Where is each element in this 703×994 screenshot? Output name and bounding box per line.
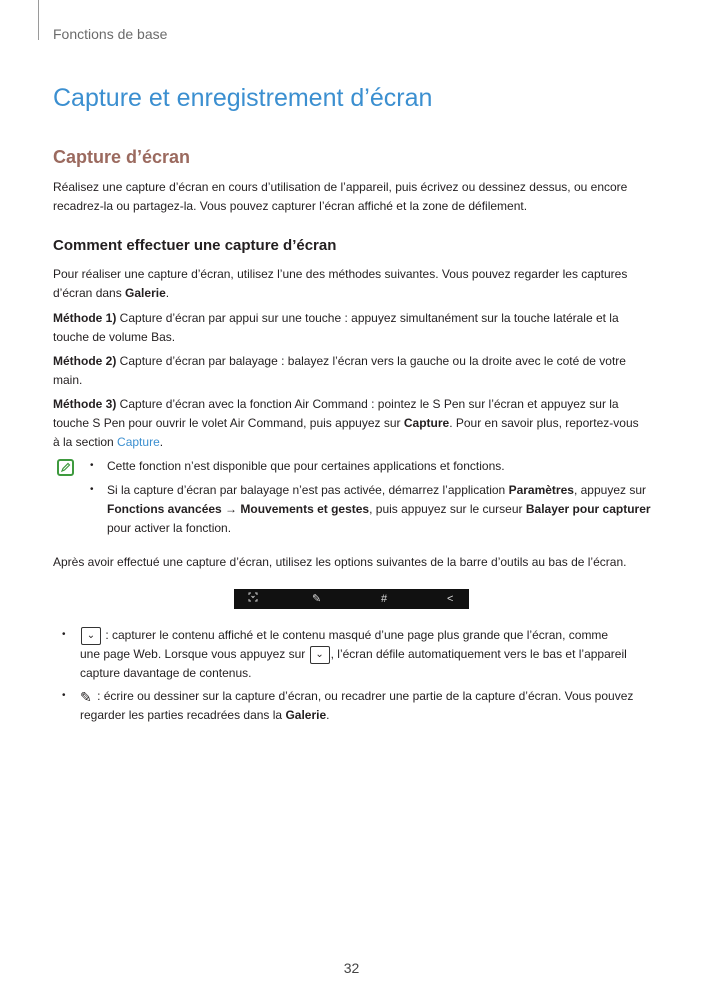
- share-icon[interactable]: <: [447, 593, 454, 605]
- intro-line-1: Réalisez une capture d’écran en cours d’utilisation de l’appareil, puis écrivez ou dessinez dessus, ou encore: [53, 180, 628, 194]
- arrow-separator: →: [221, 502, 241, 516]
- note-bullet-1: •: [90, 460, 94, 471]
- page-title: Capture et enregistrement d’écran: [53, 84, 433, 112]
- edit-icon-inline: ✎: [80, 688, 92, 705]
- note-2: [107, 481, 667, 538]
- scroll-capture-icon-inline: ⌄: [81, 627, 101, 645]
- section-header: Fonctions de base: [53, 26, 168, 42]
- galerie-label-2: Galerie: [285, 708, 327, 722]
- page-margin-rule: [38, 0, 39, 40]
- method-3-label: Méthode 3): [53, 397, 117, 411]
- option-bullet-2: •: [62, 690, 66, 701]
- note-2-text-d: pour activer la fonction.: [107, 521, 232, 535]
- note-1: Cette fonction n’est disponible que pour certaines applications et fonctions.: [107, 459, 505, 473]
- scroll-capture-icon-inline-2: ⌄: [310, 646, 330, 664]
- section-subtitle: Capture d’écran: [53, 147, 191, 167]
- edit-icon[interactable]: ✎: [312, 593, 322, 605]
- parametres-label: Paramètres: [508, 483, 574, 497]
- method-2-text: Capture d’écran par balayage : balayez l’écran vers la gauche ou la droite avec le coté de votre: [116, 354, 626, 368]
- howto-text-1: Pour réaliser une capture d’écran, utilisez l’une des méthodes suivantes. Vous pouvez regarder les captures: [53, 267, 628, 281]
- capture-link[interactable]: Capture: [117, 435, 160, 449]
- howto-paragraph: [53, 265, 651, 303]
- method-3: [53, 395, 651, 452]
- scroll-capture-icon[interactable]: [248, 592, 258, 606]
- hashtag-icon[interactable]: #: [381, 593, 388, 605]
- option-bullet-1: •: [62, 629, 66, 640]
- note-2-text-a: Si la capture d’écran par balayage n’est pas activée, démarrez l’application: [107, 483, 509, 497]
- option-1-text-a: : capturer le contenu affiché et le contenu masqué d’une page plus grande que l’écran, comme: [102, 628, 609, 642]
- method-1-label: Méthode 1): [53, 311, 117, 325]
- method-3-text-2a: touche S Pen pour ouvrir le volet Air Command, puis appuyez sur: [53, 416, 404, 430]
- mouvements-gestes-label: Mouvements et gestes: [240, 502, 370, 516]
- fonctions-avancees-label: Fonctions avancées: [107, 502, 222, 516]
- intro-paragraph: [53, 178, 651, 216]
- screenshot-toolbar: [234, 589, 469, 609]
- howto-text-2: d’écran dans: [53, 286, 126, 300]
- capture-label: Capture: [403, 416, 450, 430]
- option-2-text-b: regarder les parties recadrées dans la: [80, 708, 286, 722]
- method-3-text-2b: . Pour en savoir plus, reportez-vous: [449, 416, 639, 430]
- method-1-text-2: touche de volume Bas.: [53, 330, 176, 344]
- note-icon: [57, 459, 74, 476]
- after-paragraph: Après avoir effectué une capture d’écran, utilisez les options suivantes de la barre d’outils au bas de l’écran.: [53, 555, 627, 569]
- pencil-icon: [60, 462, 71, 473]
- howto-heading: Comment effectuer une capture d’écran: [53, 237, 337, 254]
- note-bullet-2: •: [90, 484, 94, 495]
- method-3-text-3b: .: [159, 435, 164, 449]
- option-2-text-c: .: [326, 708, 330, 722]
- intro-line-2: recadrez-la ou partagez-la. Vous pouvez capturer l’écran affiché et la zone de défilement.: [53, 199, 528, 213]
- method-2-label: Méthode 2): [53, 354, 117, 368]
- option-1-text-b: une page Web. Lorsque vous appuyez sur: [80, 647, 309, 661]
- option-1-text-d: capture davantage de contenus.: [80, 666, 252, 680]
- method-1-text: Capture d’écran par appui sur une touche : appuyez simultanément sur la touche latérale et la: [116, 311, 619, 325]
- option-scroll-capture: [80, 626, 660, 683]
- howto-text-end: .: [165, 286, 170, 300]
- option-edit: [80, 687, 660, 725]
- method-2: [53, 352, 651, 390]
- balayer-label: Balayer pour capturer: [525, 502, 651, 516]
- method-3-text-3a: à la section: [53, 435, 118, 449]
- note-2-text-c: , puis appuyez sur le curseur: [369, 502, 526, 516]
- method-3-text: Capture d’écran avec la fonction Air Command : pointez le S Pen sur l’écran et appuyez sur la: [116, 397, 619, 411]
- page-number: 32: [343, 960, 360, 976]
- option-1-text-c: , l’écran défile automatiquement vers le bas et l’appareil: [330, 647, 627, 661]
- option-2-text-a: : écrire ou dessiner sur la capture d’écran, ou recadrer une partie de la capture d’écran. Vous pouvez: [93, 689, 634, 703]
- galerie-label: Galerie: [125, 286, 166, 300]
- method-2-text-2: main.: [53, 373, 83, 387]
- method-1: [53, 309, 651, 347]
- note-2-text-b: , appuyez sur: [573, 483, 646, 497]
